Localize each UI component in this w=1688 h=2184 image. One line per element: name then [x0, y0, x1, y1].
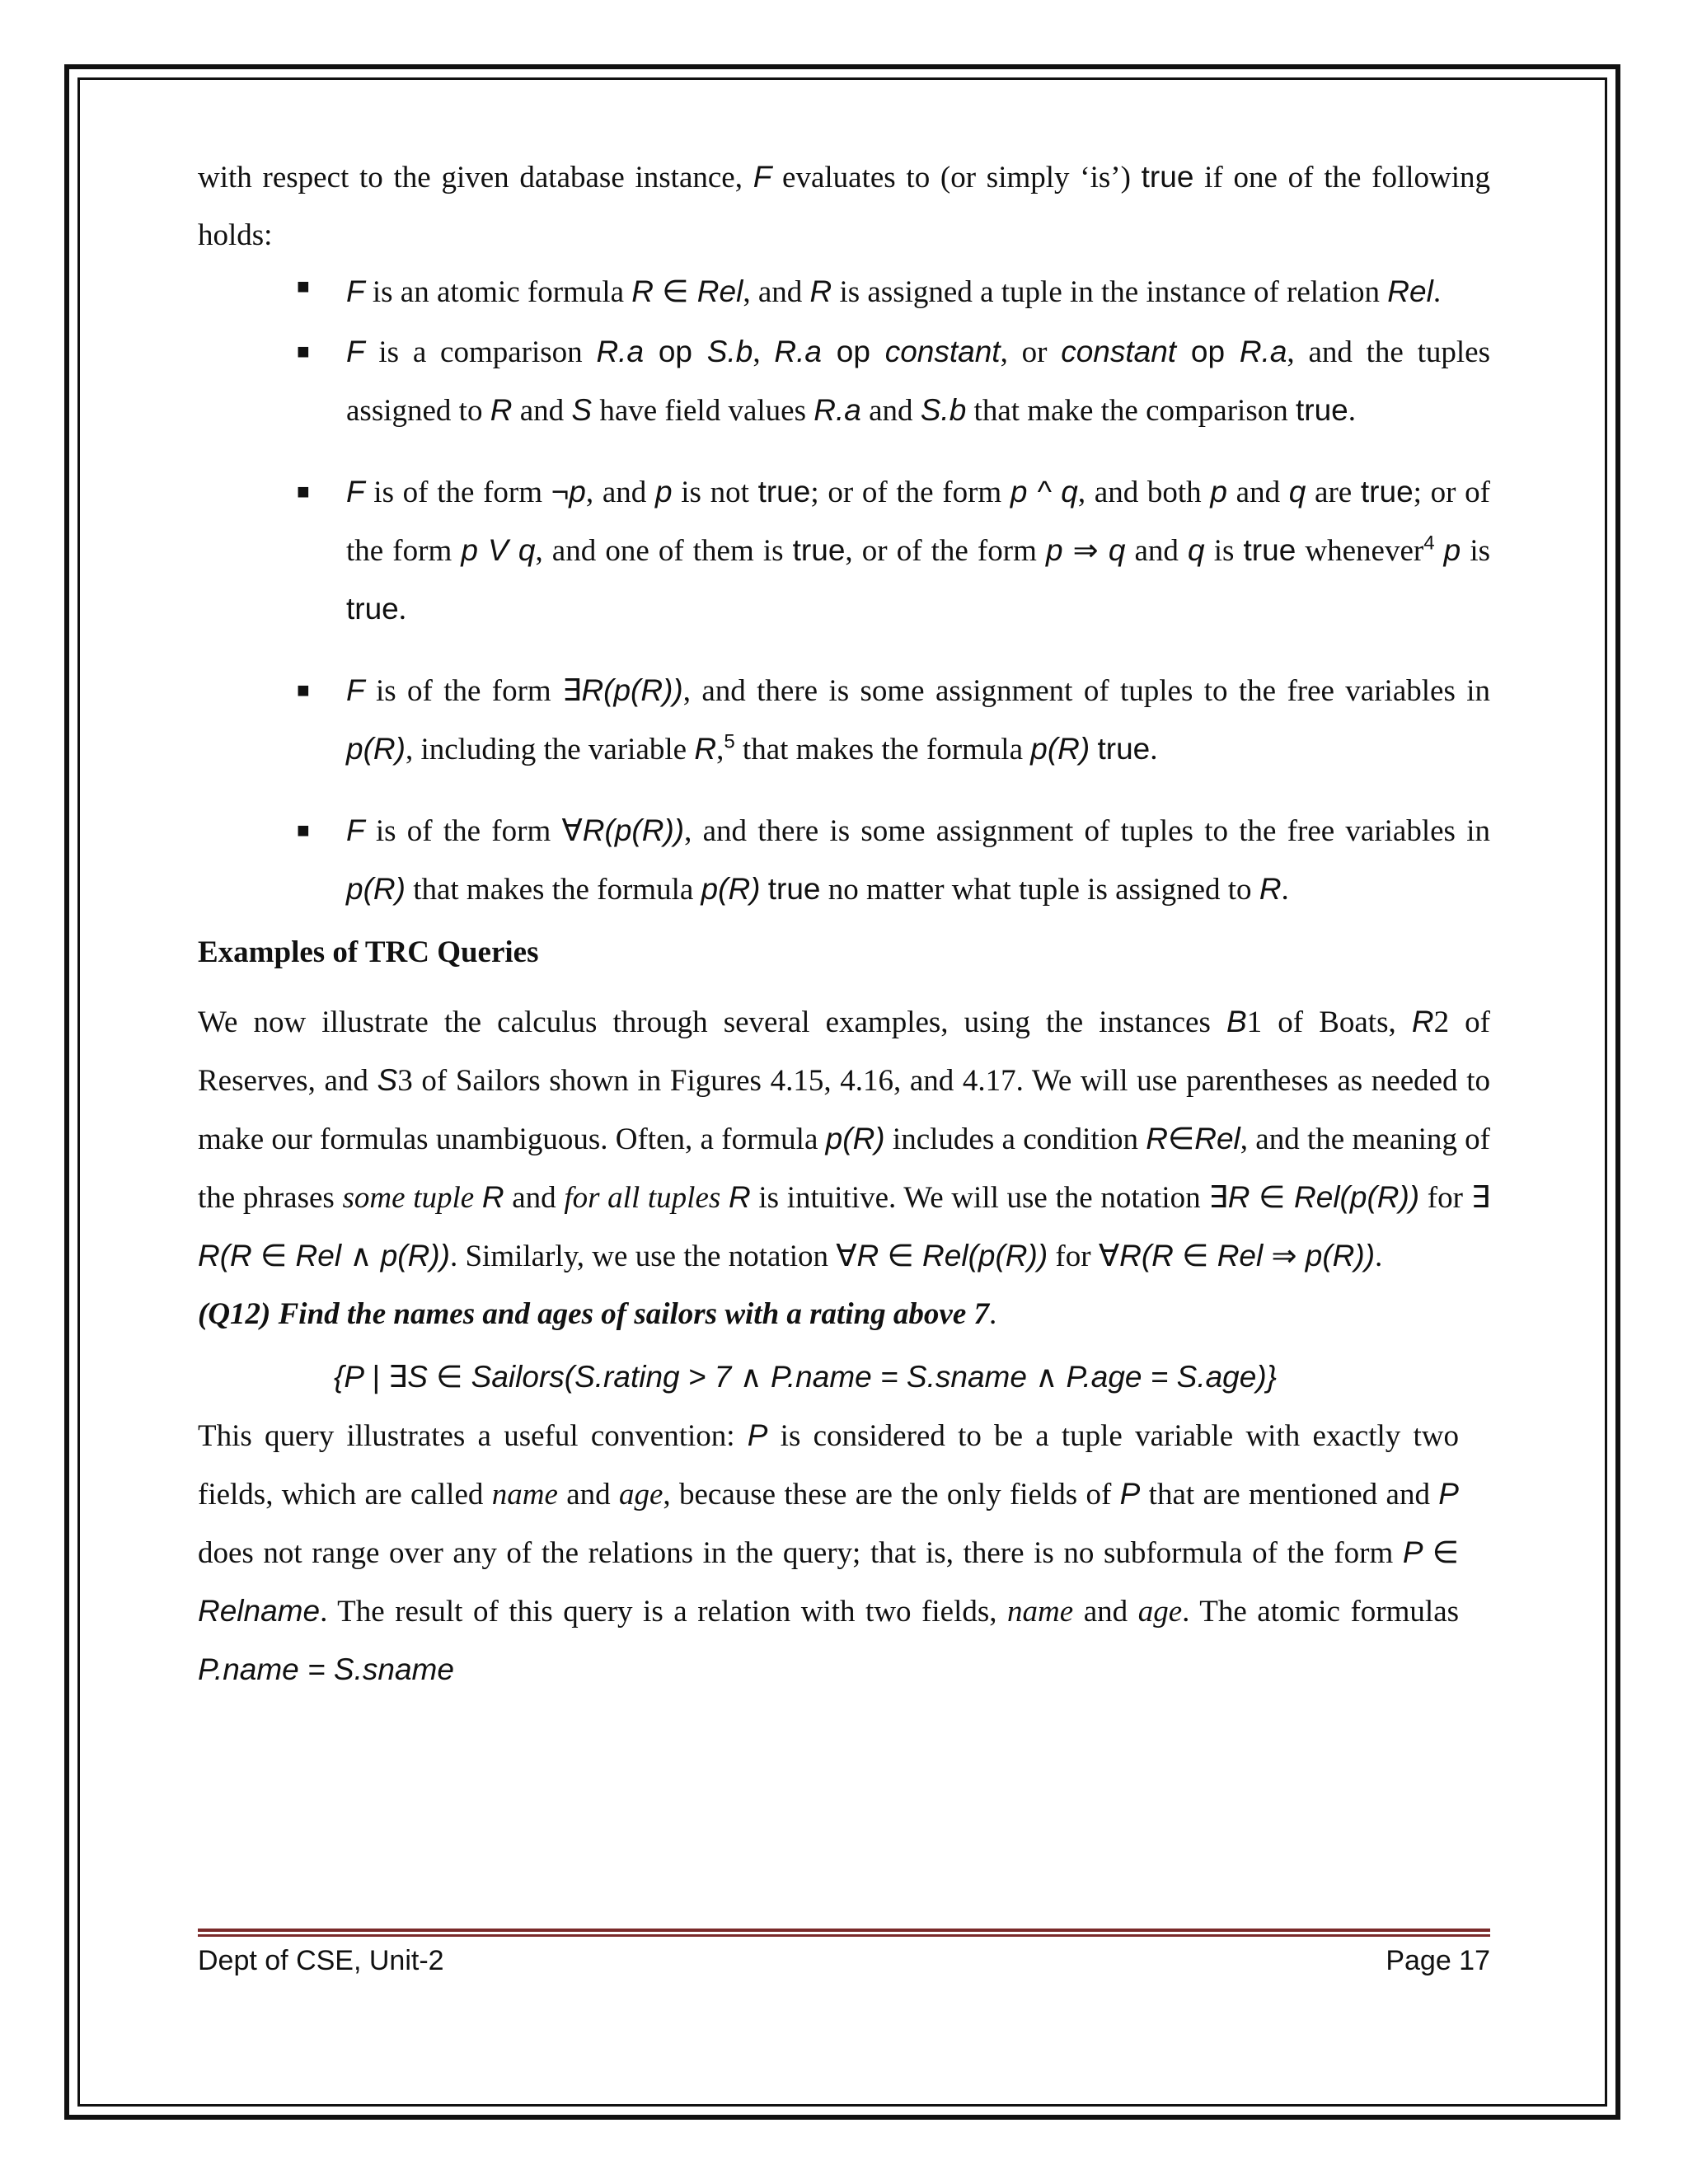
- list-item: ■ F is a comparison R.a op S.b, R.a op constant, or constant op R.a, and the tuples assigned to R and S have field values R.a and S.b that make the comparison true.: [297, 335, 1490, 428]
- list-gap: [198, 639, 1490, 662]
- section-heading: Examples of TRC Queries: [198, 935, 539, 969]
- query-q12-formula: {P | ∃S ∈ Sailors(S.rating > 7 ∧ P.name = S.sname ∧ P.age = S.age)}: [334, 1360, 1278, 1394]
- footer-rule: [198, 1929, 1490, 1937]
- list-item: ■ F is of the form ∃R(p(R)), and there is some assignment of tuples to the free variables in p(R), including the variable R,$^5$ that makes the formula p(R) true.: [297, 673, 1490, 766]
- convention-paragraph: This query illustrates a useful convention: P is considered to be a tuple variable with exactly two fields, which are called name and age, because these are the only fields of P that are mentioned and P does not range over any of the relations in the query; that is, there is no subformula of the form P ∈ Relname. The result of this query is a relation with two fields, name and age. The atomic formulas P.name = S.sname: [198, 1418, 1460, 1686]
- conditions-list: [198, 265, 1490, 919]
- page-content: [198, 148, 1490, 1699]
- list-item: ■ F is of the form ∀R(p(R)), and there is some assignment of tuples to the free variables in p(R) that makes the formula p(R) true no matter what tuple is assigned to R.: [297, 813, 1490, 907]
- list-item: ■ F is of the form ¬p, and p is not true; or of the form p ^ q, and both p and q are true; or of the form p V q, and one of them is true, or of the form p ⇒ q and q is true whenever$^4$ p is true.: [297, 475, 1491, 626]
- intro-paragraph: with respect to the given database instance, F evaluates to (or simply ‘is’) true if one of the following holds:: [198, 160, 1491, 252]
- query-q12-title: (Q12) Find the names and ages of sailors with a rating above 7.: [198, 1297, 997, 1331]
- examples-paragraph: We now illustrate the calculus through several examples, using the instances B1 of Boats, R2 of Reserves, and S3 of Sailors shown in Figures 4.15, 4.16, and 4.17. We will use parentheses as needed to make our formulas unambiguous. Often, a formula p(R) includes a condition R∈Rel, and the meaning of the phrases some tuple R and for all tuples R is intuitive. We will use the notation ∃R ∈ Rel(p(R)) for ∃ R(R ∈ Rel ∧ p(R)). Similarly, we use the notation ∀R ∈ Rel(p(R)) for ∀R(R ∈ Rel ⇒ p(R)).: [198, 1005, 1491, 1273]
- list-gap: [198, 440, 1490, 463]
- footer-department: Dept of CSE, Unit-2: [198, 1945, 444, 1976]
- list-item: ■ F is an atomic formula R ∈ Rel, and R is assigned a tuple in the instance of relation Rel.: [297, 274, 1442, 309]
- footer-page-number: Page 17: [1386, 1945, 1490, 1976]
- list-gap: [198, 779, 1490, 802]
